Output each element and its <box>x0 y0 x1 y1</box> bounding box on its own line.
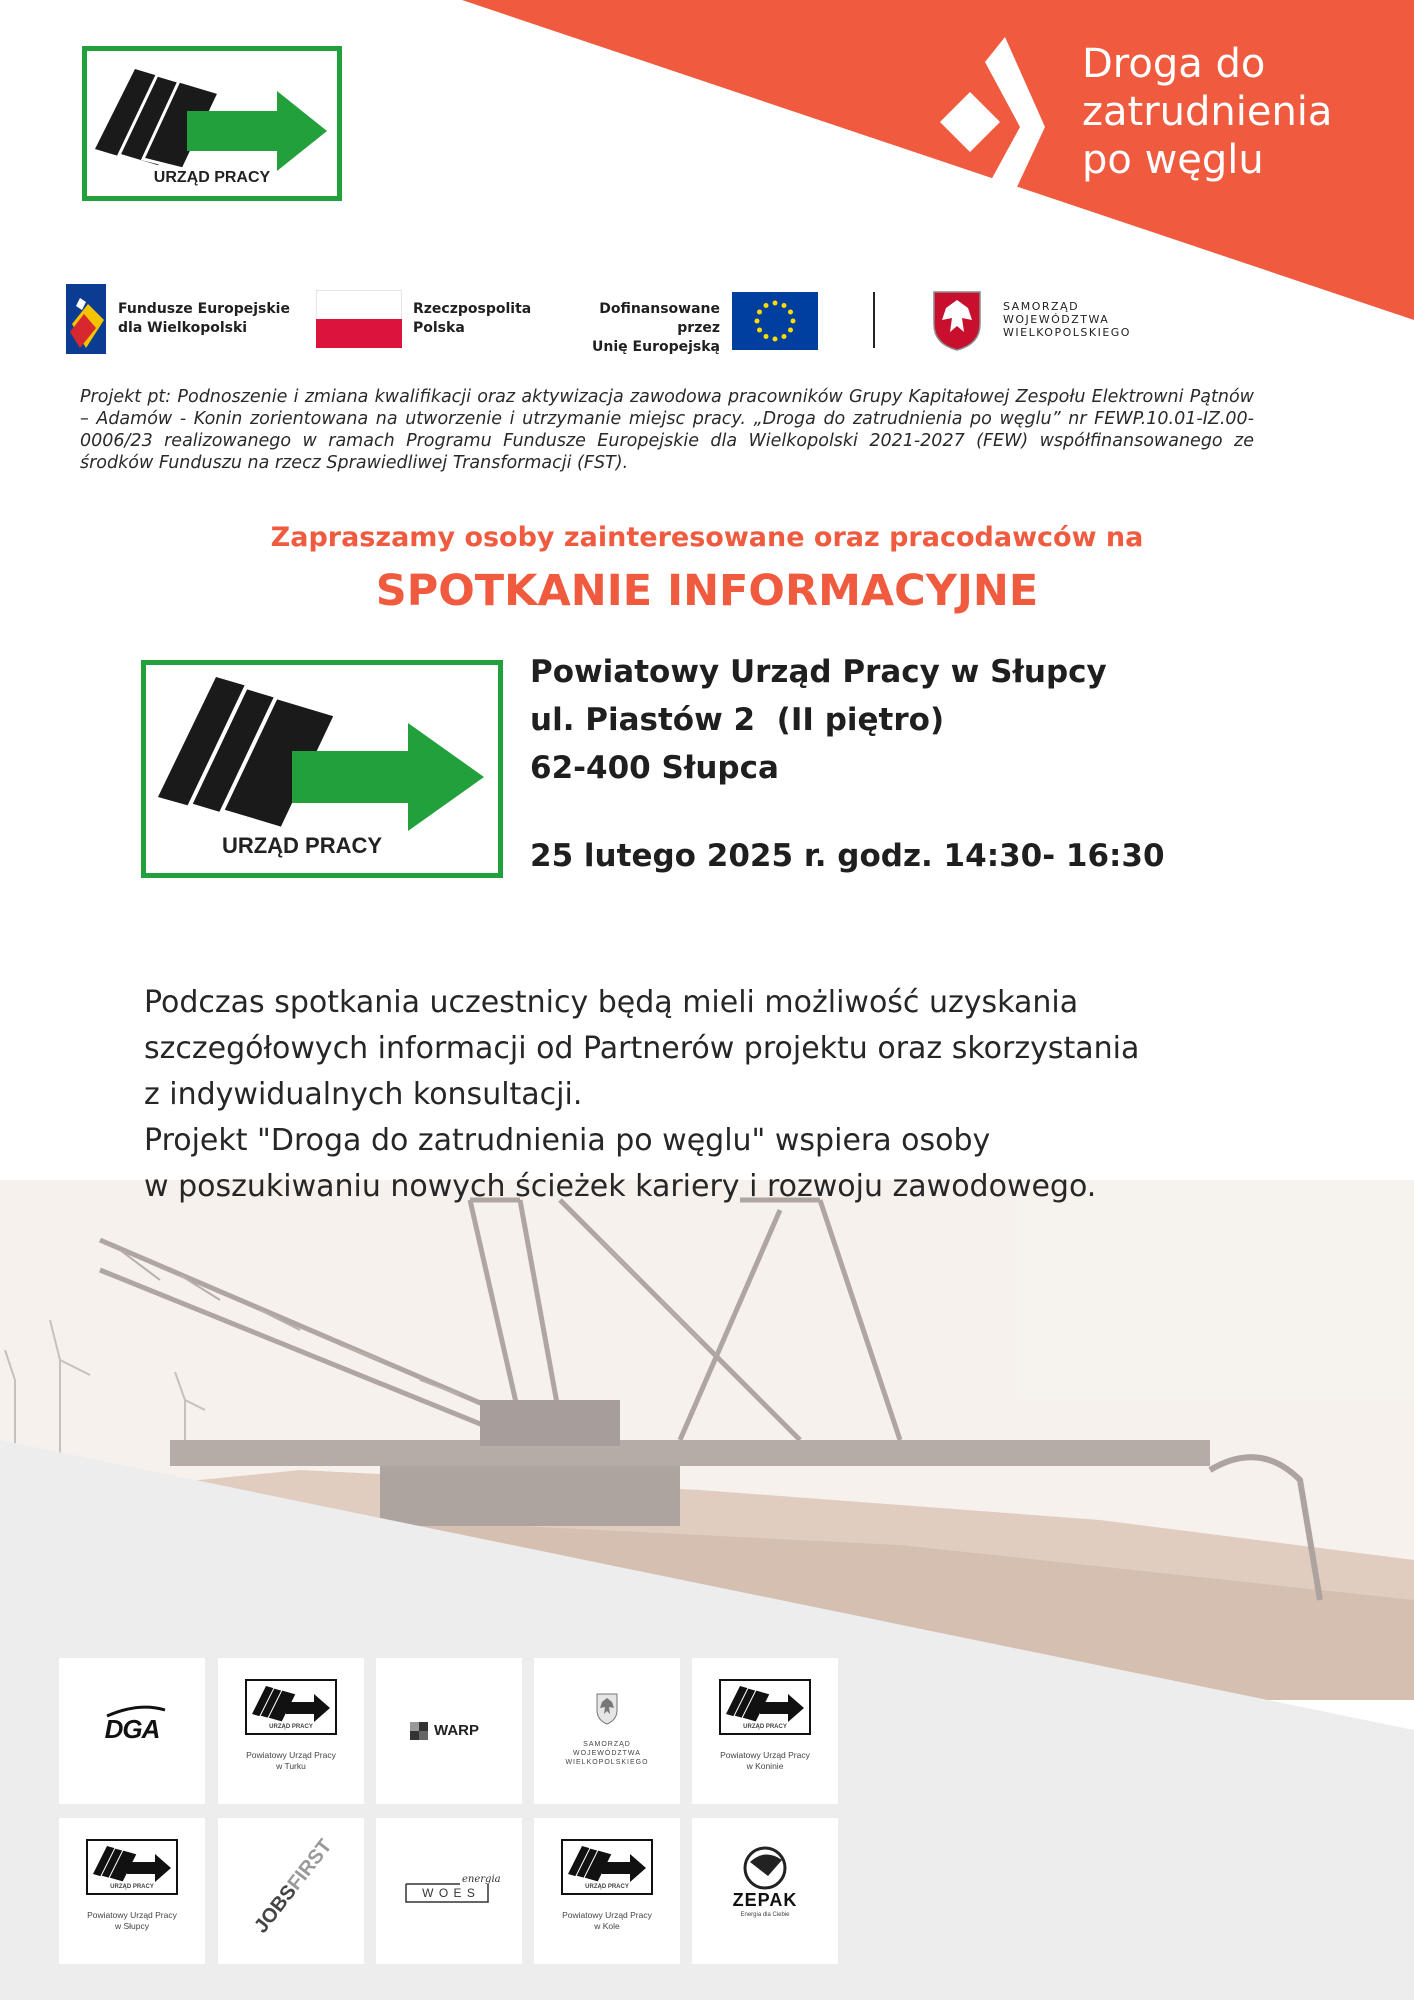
partner-caption <box>534 1910 680 1932</box>
brand-mark-icon <box>930 32 1050 202</box>
sw-line: SAMORZĄD <box>1003 300 1080 313</box>
caption-line: w Koninie <box>746 1761 784 1771</box>
caption-line: WOJEWÓDZTWA <box>573 1750 641 1757</box>
pup-mini-label: URZĄD PRACY <box>269 1724 313 1730</box>
brand-line: zatrudnienia <box>1082 89 1333 135</box>
partner-pup-kolo <box>534 1818 680 1964</box>
pup-logo-label: URZĄD PRACY <box>153 169 271 186</box>
pup-mini-label: URZĄD PRACY <box>743 1724 787 1730</box>
brand-title <box>1082 40 1392 184</box>
partner-zepak <box>692 1818 838 1964</box>
caption-line: w Turku <box>276 1761 306 1771</box>
eu-label <box>560 300 720 357</box>
project-description: Projekt pt: Podnoszenie i zmiana kwalifikacji oraz aktywizacja zawodowa pracowników Grupy Kapitałowej Zespołu Elektrowni Pątnów – Adamów - Konin zorientowana na utworzenie i utrzymanie miejsc pracy. „Droga do zatrudnienia po węglu” nr FEWP.10.01-IZ.00-0006/23 realizowanego w ramach Programu Fundusze Europejskie dla Wielkopolski 2021-2027 (FEW) współfinansowanego ze środków Funduszu na rzecz Sprawiedliwej Transformacji (FST). <box>80 387 1254 473</box>
partner-caption <box>59 1910 205 1932</box>
pup-mini-label: URZĄD PRACY <box>110 1884 154 1890</box>
sw-label <box>1003 300 1131 339</box>
caption-line: Powiatowy Urząd Pracy <box>562 1910 652 1920</box>
jobsfirst-part: FIRST <box>283 1835 337 1895</box>
event-datetime: 25 lutego 2025 r. godz. 14:30- 16:30 <box>530 838 1165 874</box>
fe-line: Fundusze Europejskie <box>118 301 290 317</box>
brand-line: Droga do <box>1082 41 1266 87</box>
venue-street: ul. Piastów 2 (II piętro) <box>530 702 945 738</box>
wielkopolska-crest-icon <box>534 1658 680 1804</box>
jobsfirst-logo <box>250 1837 336 1938</box>
body-line: Projekt "Droga do zatrudnienia po węglu" wspiera osoby <box>144 1123 991 1158</box>
pup-mini-label: URZĄD PRACY <box>585 1884 629 1890</box>
event-description <box>144 980 1344 1210</box>
caption-line: WIELKOPOLSKIEGO <box>565 1759 649 1766</box>
caption-line: Powiatowy Urząd Pracy <box>720 1750 810 1760</box>
partner-caption <box>218 1750 364 1772</box>
partner-caption <box>692 1750 838 1772</box>
woes-tag: energia <box>462 1874 501 1885</box>
caption-line: Powiatowy Urząd Pracy <box>246 1750 336 1760</box>
warp-logo: WARP <box>434 1722 479 1739</box>
eu-line: Unię Europejską <box>592 339 720 355</box>
zepak-tagline: Energia dla Ciebie <box>740 1912 790 1918</box>
woes-logo: W O E S <box>422 1886 476 1900</box>
venue-address <box>530 648 1330 792</box>
wielkopolska-crest-icon <box>932 290 982 352</box>
body-line: Podczas spotkania uczestnicy będą mieli możliwość uzyskania <box>144 985 1079 1020</box>
partner-pup-turek <box>218 1658 364 1804</box>
partner-caption <box>534 1740 680 1767</box>
dga-logo: DGA <box>104 1714 160 1744</box>
venue-name: Powiatowy Urząd Pracy w Słupcy <box>530 654 1107 690</box>
body-line: z indywidualnych konsultacji. <box>144 1077 583 1112</box>
partner-pup-slupca <box>59 1818 205 1964</box>
partner-warp <box>376 1658 522 1804</box>
eu-flag-icon <box>732 292 818 350</box>
brand-line: po węglu <box>1082 137 1264 183</box>
funders-divider <box>873 292 875 348</box>
caption-line: Powiatowy Urząd Pracy <box>87 1910 177 1920</box>
rp-line: Rzeczpospolita <box>413 301 532 317</box>
zepak-logo: ZEPAK <box>732 1890 798 1910</box>
rp-line: Polska <box>413 320 465 336</box>
caption-line: SAMORZĄD <box>583 1741 631 1748</box>
pup-logo-top <box>82 46 342 201</box>
pup-logo-label: URZĄD PRACY <box>221 833 383 858</box>
body-line: w poszukiwaniu nowych ścieżek kariery i rozwoju zawodowego. <box>144 1169 1097 1204</box>
eu-line: Dofinansowane przez <box>599 301 720 336</box>
sw-line: WOJEWÓDZTWA <box>1003 313 1110 326</box>
dga-swoosh-icon <box>59 1658 205 1804</box>
invitation-lead: Zapraszamy osoby zainteresowane oraz pracodawców na <box>270 522 1144 553</box>
sw-line: WIELKOPOLSKIEGO <box>1003 326 1131 339</box>
partner-jobsfirst <box>218 1818 364 1964</box>
jobsfirst-part: JOBS <box>250 1880 301 1938</box>
partner-samorzad <box>534 1658 680 1804</box>
pup-logo-main <box>141 660 503 878</box>
venue-city: 62-400 Słupca <box>530 750 779 786</box>
polish-flag-icon <box>316 290 402 348</box>
partner-pup-konin <box>692 1658 838 1804</box>
fe-flag-icon <box>66 284 106 354</box>
body-line: szczegółowych informacji od Partnerów projektu oraz skorzystania <box>144 1031 1140 1066</box>
funders-strip <box>0 280 1414 360</box>
fe-line: dla Wielkopolski <box>118 320 248 336</box>
caption-line: w Słupcy <box>114 1921 149 1931</box>
partner-woes <box>376 1818 522 1964</box>
fe-label <box>118 300 290 338</box>
event-headline: SPOTKANIE INFORMACYJNE <box>375 566 1039 616</box>
caption-line: w Kole <box>594 1921 620 1931</box>
partner-dga <box>59 1658 205 1804</box>
rp-label <box>413 300 531 338</box>
